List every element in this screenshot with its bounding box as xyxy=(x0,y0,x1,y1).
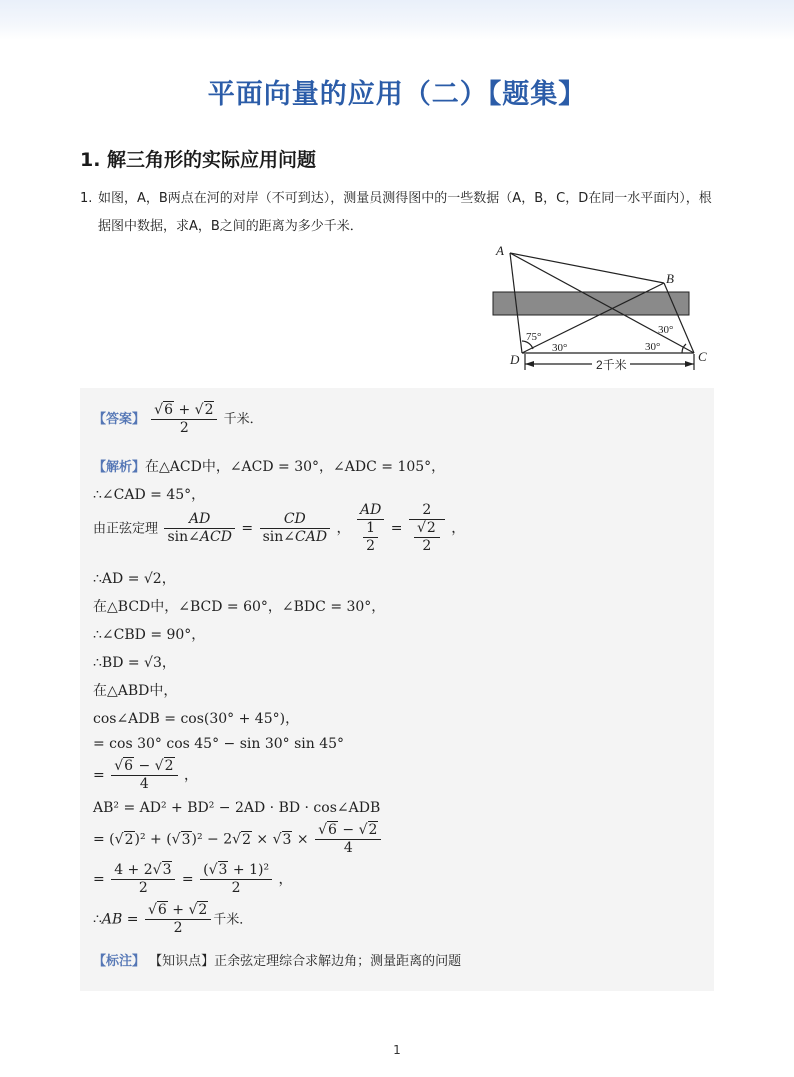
question-1 xyxy=(80,185,720,241)
analysis-line-3: 由正弦定理 $\frac{AD}{\text{sin∠ACD}}$ = $\frac{CD}{\text{sin∠CAD}}$ ， $\frac{AD}{\frac{1}{2}}$ = $\frac{2}{\frac{√2}{2}}$ ， xyxy=(93,502,466,554)
analysis-line-2: ∴∠CAD = 45°， xyxy=(93,487,206,503)
ratio-left: $\frac{AD}{\frac{1}{2}}$ xyxy=(357,502,384,555)
label-C: C xyxy=(698,349,707,364)
analysis-line-1: 【解析】在△ACD中，∠ACD = 30°，∠ADC = 105°， xyxy=(93,459,446,475)
page-title: 平面向量的应用（二）【题集】 xyxy=(207,79,587,110)
distance-label: 2千米 xyxy=(596,358,627,372)
analysis-line-12: AB² = AD² + BD² − 2AD · BD · cos∠ADB xyxy=(93,800,381,816)
analysis-line-8: 在△ABD中， xyxy=(93,683,178,699)
analysis-line-7: ∴BD = √3， xyxy=(93,655,176,671)
answer-unit: 千米． xyxy=(223,412,263,427)
answer-fraction: $\frac{√6 + √2}{2}$ xyxy=(151,402,217,437)
angle-D-30: 30° xyxy=(552,342,568,354)
sine-law-left: $\frac{AD}{\text{sin∠ACD}}$ xyxy=(164,511,234,546)
question-text: 如图，A，B两点在河的对岸（不可到达），测量员测得图中的一些数据（A，B，C，D在同一水平面内），根据图中数据，求A，B之间的距离为多少千米． xyxy=(98,191,712,234)
river-diagram xyxy=(488,240,713,375)
dim-arrow-left xyxy=(525,361,534,367)
analysis-line-11: = $\frac{√6 - √2}{4}$ ， xyxy=(93,758,198,792)
analysis-line-4: ∴AD = √2， xyxy=(93,571,176,587)
analysis-line-14: = $\frac{4 + 2√3}{2}$ = $\frac{\text{(√3 + 1)²}}{2}$ ， xyxy=(93,862,293,896)
label-B: B xyxy=(666,271,674,286)
analysis-line-10: = cos 30° cos 45° − sin 30° sin 45° xyxy=(93,736,345,752)
angle-C-30-upper: 30° xyxy=(658,324,674,336)
label-D: D xyxy=(510,352,520,367)
analysis-line-5: 在△BCD中，∠BCD = 60°，∠BDC = 30°， xyxy=(93,599,386,615)
answer-row xyxy=(93,402,263,437)
label-A: A xyxy=(496,243,504,258)
top-header-band xyxy=(0,0,794,40)
ratio-right: $\frac{2}{\frac{√2}{2}}$ xyxy=(409,502,445,555)
question-number: 1. xyxy=(80,191,93,206)
sine-law-right: $\frac{CD}{\text{sin∠CAD}}$ xyxy=(260,511,330,546)
angle-75: 75° xyxy=(526,331,542,343)
analysis-label: 【解析】 xyxy=(93,460,146,475)
analysis-line-15: ∴AB = $\frac{√6 + √2}{2}$ 千米． xyxy=(93,902,253,936)
note-row xyxy=(93,950,461,969)
section-heading: 1. 解三角形的实际应用问题 xyxy=(80,149,317,171)
analysis-line-6: ∴∠CBD = 90°， xyxy=(93,627,206,643)
note-label: 【标注】 xyxy=(93,954,146,969)
segment-AB xyxy=(510,253,664,283)
answer-section xyxy=(80,388,714,991)
page-number: 1 xyxy=(393,1043,401,1057)
angle-C-30-lower: 30° xyxy=(645,341,661,353)
analysis-line-9: cos∠ADB = cos(30° + 45°)， xyxy=(93,711,300,727)
note-text: 【知识点】正余弦定理综合求解边角；测量距离的问题 xyxy=(149,954,462,969)
answer-label: 【答案】 xyxy=(93,412,146,427)
river-band xyxy=(493,292,689,315)
dim-arrow-right xyxy=(685,361,694,367)
analysis-line-13: = (√2)² + (√3)² − 2√2 × √3 × $\frac{√6 - √2}{4}$ xyxy=(93,822,383,857)
